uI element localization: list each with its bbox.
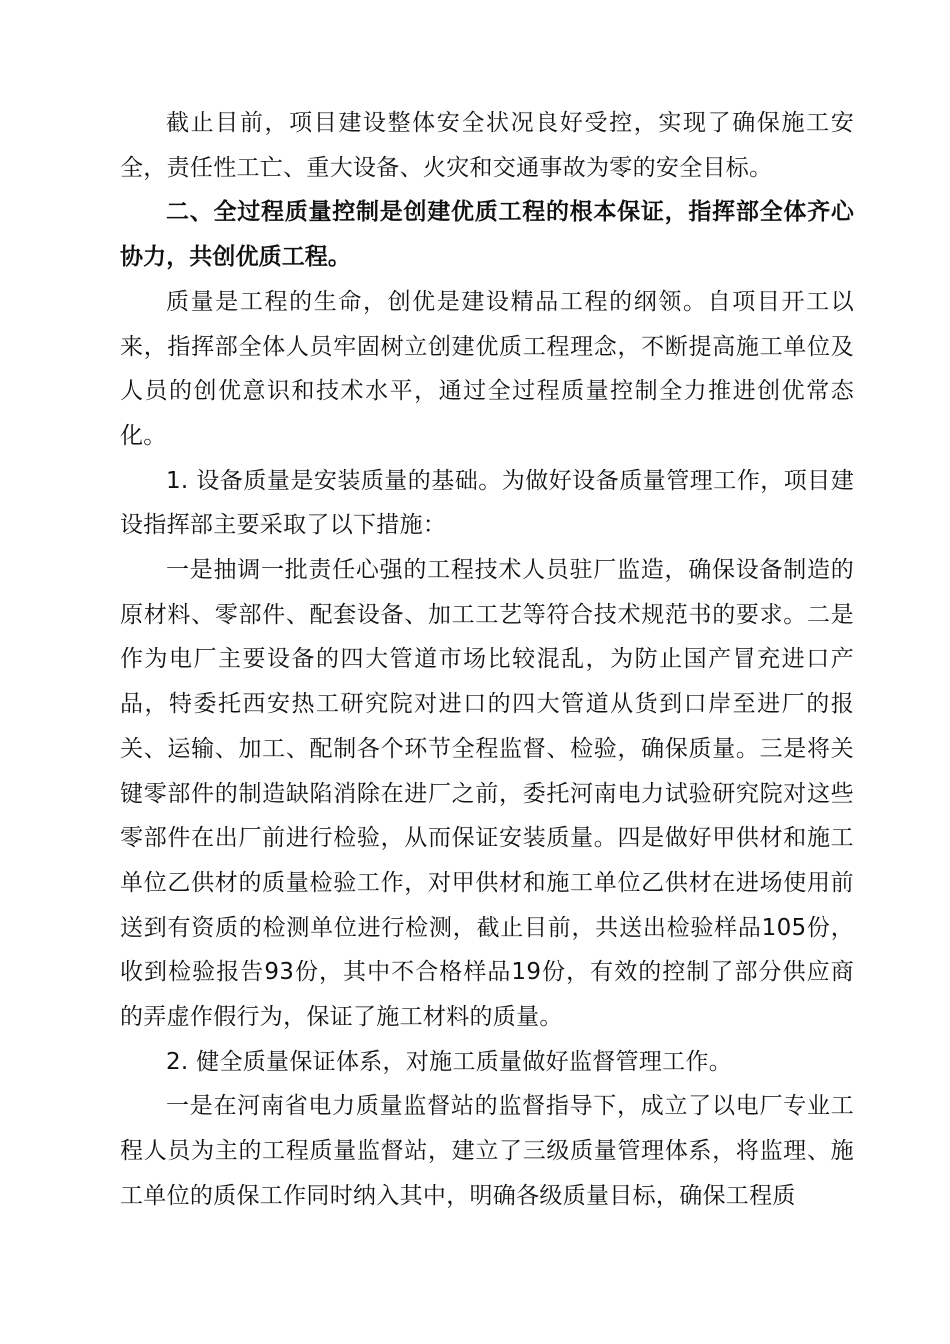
paragraph-item-2-quality-system: 2. 健全质量保证体系，对施工质量做好监督管理工作。 bbox=[166, 1048, 733, 1075]
paragraph-quality-intro: 质量是工程的生命，创优是建设精品工程的纲领。自项目开工以来，指挥部全体人员牢固树立创建优质工程理念，不断提高施工单位及人员的创优意识和技术水平，通过全过程质量控制全力推进创优常态化。 bbox=[120, 288, 854, 449]
paragraph-quality-supervision: 一是在河南省电力质量监督站的监督指导下，成立了以电厂专业工程人员为主的工程质量监督站，建立了三级质量管理体系，将监理、施工单位的质保工作同时纳入其中，明确各级质量目标，确保工程质 bbox=[120, 1093, 854, 1209]
paragraph-safety-summary: 截止目前，项目建设整体安全状况良好受控，实现了确保施工安全，责任性工亡、重大设备、火灾和交通事故为零的安全目标。 bbox=[120, 110, 854, 181]
section-heading-quality-control: 二、全过程质量控制是创建优质工程的根本保证，指挥部全体齐心协力，共创优质工程。 bbox=[120, 199, 854, 271]
paragraph-equipment-measures: 一是抽调一批责任心强的工程技术人员驻厂监造，确保设备制造的原材料、零部件、配套设备、加工工艺等符合技术规范书的要求。二是作为电厂主要设备的四大管道市场比较混乱，为防止国产冒充进口产品，特委托西安热工研究院对进口的四大管道从货到口岸至进厂的报关、运输、加工、配制各个环节全程监督、检验，确保质量。三是将关键零部件的制造缺陷消除在进厂之前，委托河南电力试验研究院对这些零部件在出厂前进行检验，从而保证安装质量。四是做好甲供材和施工单位乙供材的质量检验工作，对甲供材和施工单位乙供材在进场使用前送到有资质的检测单位进行检测，截止目前，共送出检验样品105份，收到检验报告93份，其中不合格样品19份，有效的控制了部分供应商的弄虚作假行为，保证了施工材料的质量。 bbox=[120, 557, 854, 1031]
paragraph-item-1-equipment: 1. 设备质量是安装质量的基础。为做好设备质量管理工作，项目建设指挥部主要采取了以下措施： bbox=[120, 467, 854, 539]
